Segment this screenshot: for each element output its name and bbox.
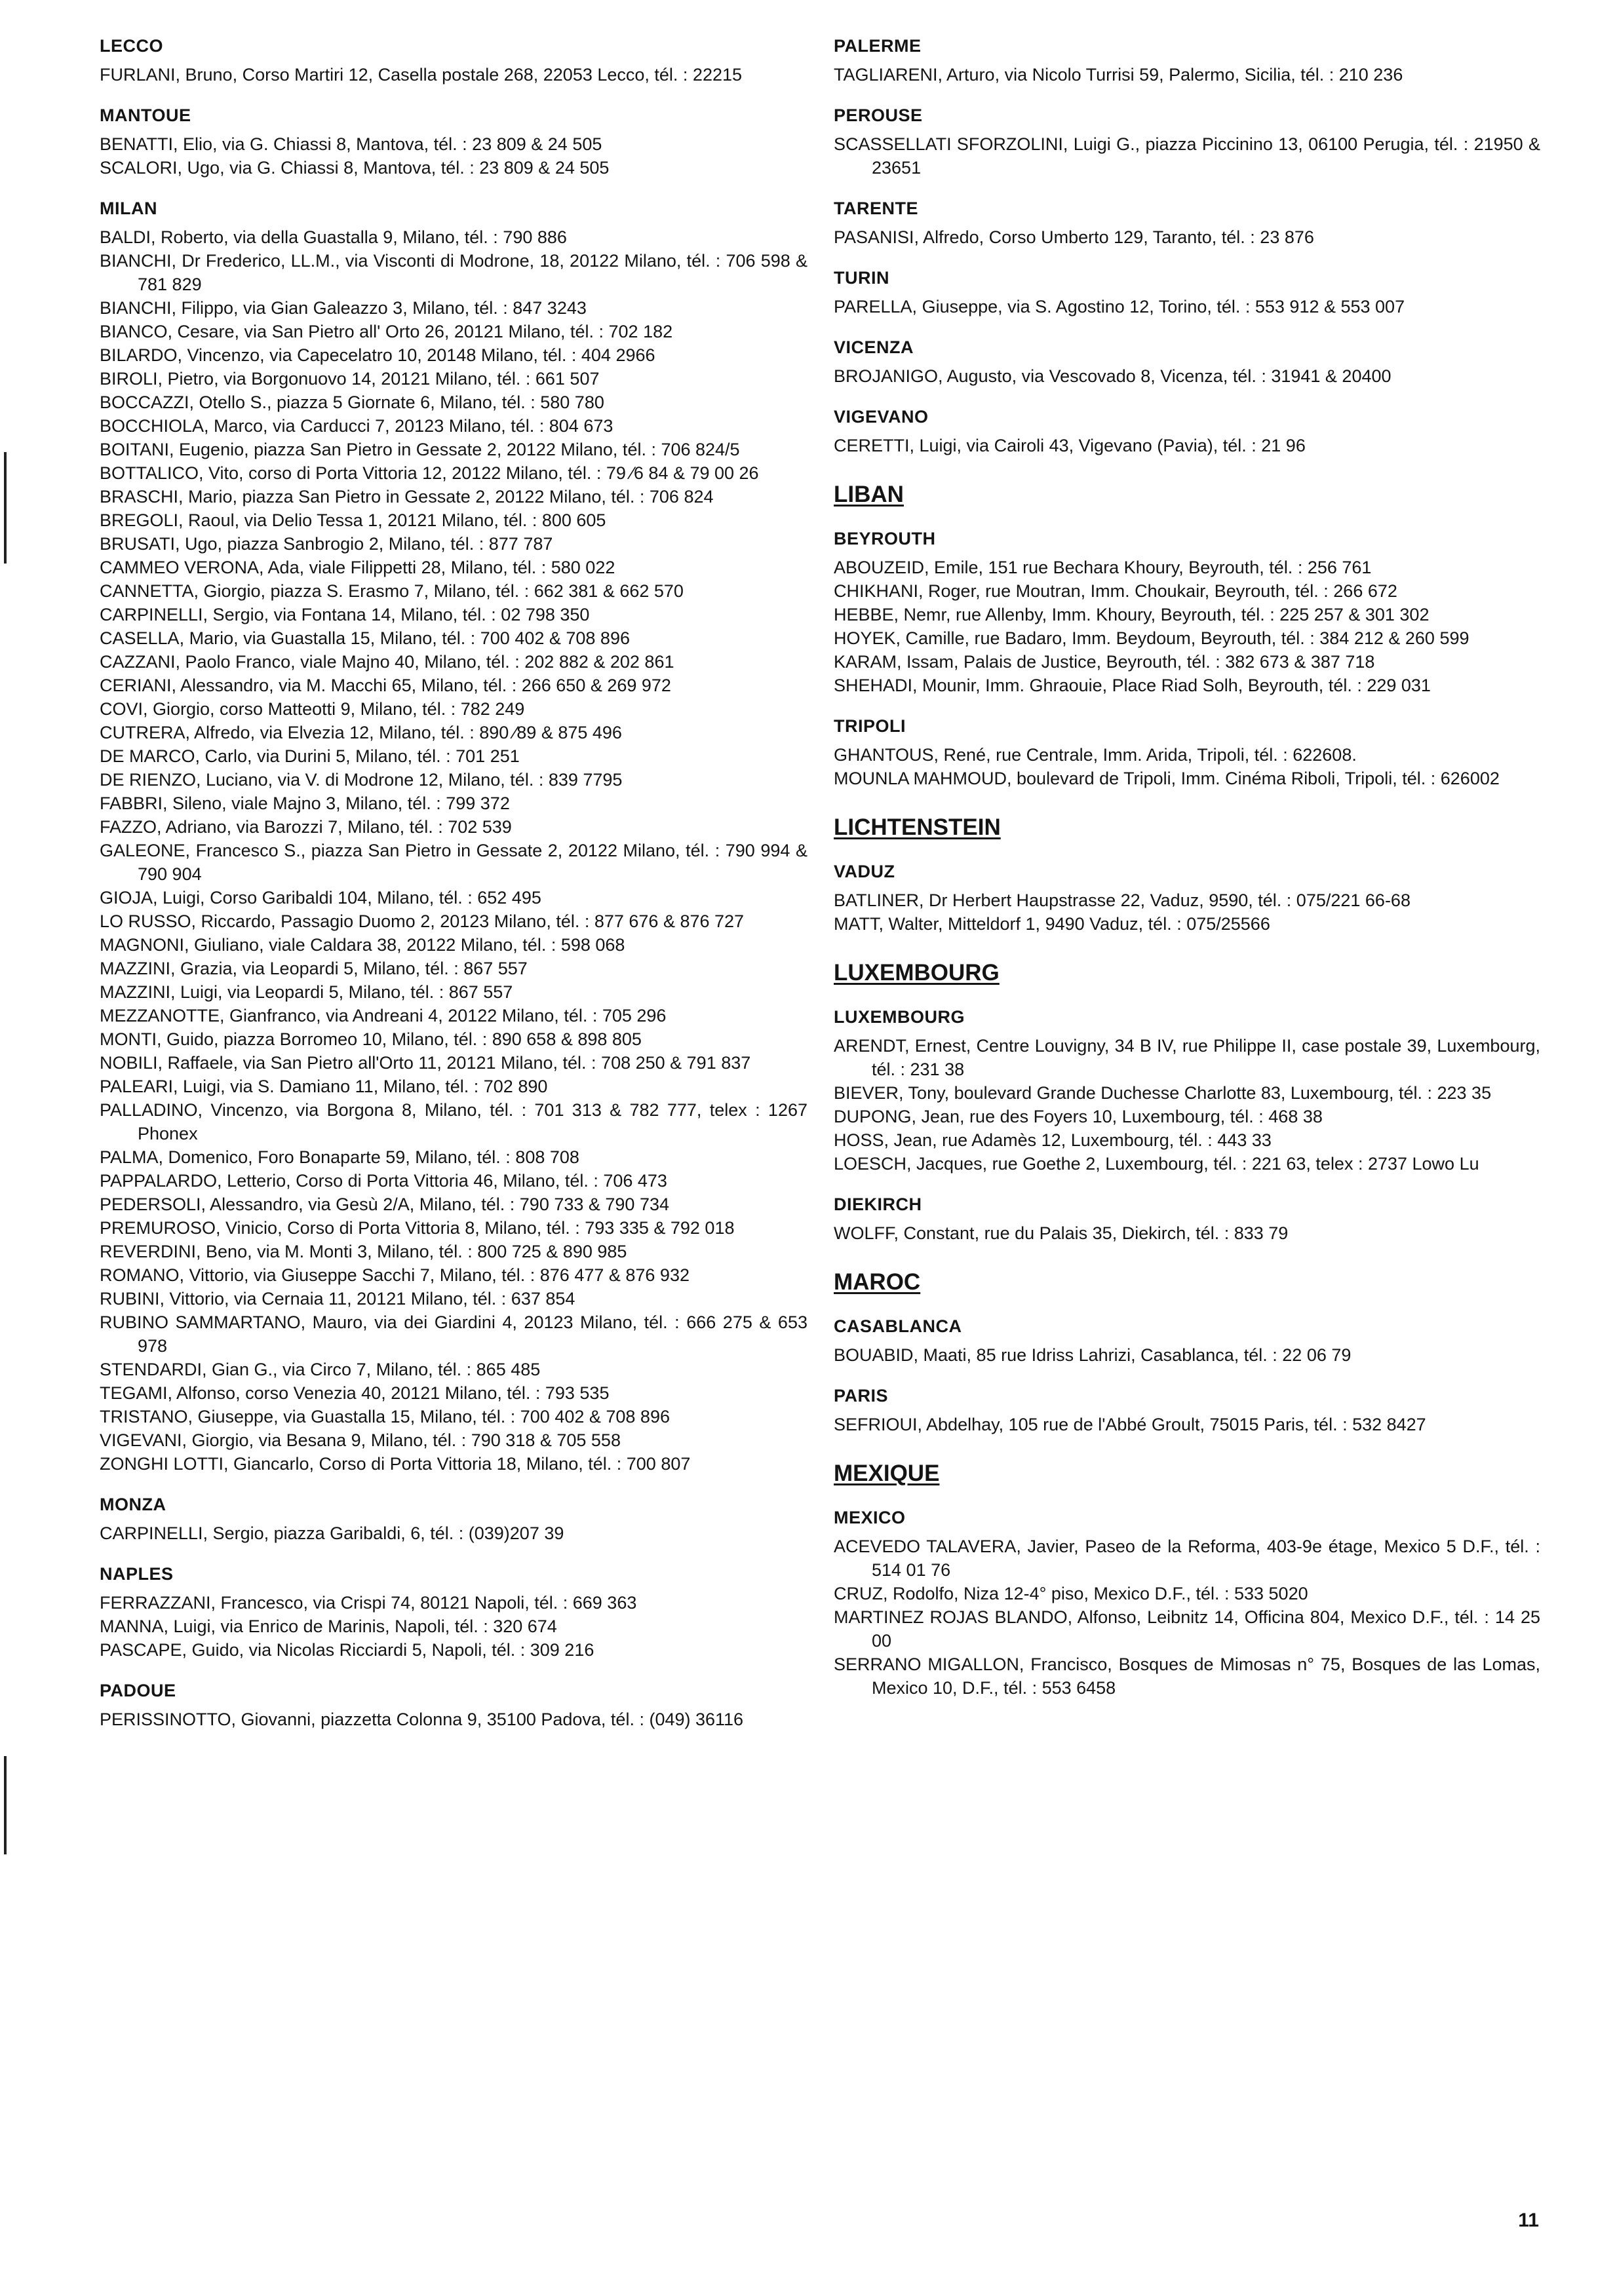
- city-section: [100, 1493, 808, 1545]
- city-heading: VIGEVANO: [834, 407, 929, 427]
- city-heading: MANTOUE: [100, 105, 191, 125]
- directory-entry: CASELLA, Mario, via Guastalla 15, Milano, tél. : 700 402 & 708 896: [100, 628, 630, 648]
- directory-entry: BIANCO, Cesare, via San Pietro all' Orto 26, 20121 Milano, tél. : 702 182: [100, 322, 673, 341]
- directory-entry: BIANCHI, Filippo, via Gian Galeazzo 3, Milano, tél. : 847 3243: [100, 298, 587, 318]
- directory-entry: MAGNONI, Giuliano, viale Caldara 38, 20122 Milano, tél. : 598 068: [100, 935, 625, 955]
- city-heading: VADUZ: [834, 862, 895, 881]
- directory-entry: FERRAZZANI, Francesco, via Crispi 74, 80121 Napoli, tél. : 669 363: [100, 1593, 637, 1613]
- directory-entry: SEFRIOUI, Abdelhay, 105 rue de l'Abbé Groult, 75015 Paris, tél. : 532 8427: [834, 1415, 1426, 1434]
- directory-entry: PASCAPE, Guido, via Nicolas Ricciardi 5, Napoli, tél. : 309 216: [100, 1640, 594, 1660]
- directory-entry: MANNA, Luigi, via Enrico de Marinis, Napoli, tél. : 320 674: [100, 1617, 557, 1636]
- directory-entry: SERRANO MIGALLON, Francisco, Bosques de Mimosas n° 75, Bosques de las Lomas, Mexico 10, D.F., tél. : 553 6458: [834, 1655, 1540, 1698]
- directory-entry: CERIANI, Alessandro, via M. Macchi 65, Milano, tél. : 266 650 & 269 972: [100, 676, 671, 695]
- city-section: [834, 335, 1540, 388]
- directory-entry: ACEVEDO TALAVERA, Javier, Paseo de la Reforma, 403-9e étage, Mexico 5 D.F., tél. : 514 01 76: [834, 1537, 1540, 1580]
- directory-entry: PARELLA, Giuseppe, via S. Agostino 12, Torino, tél. : 553 912 & 553 007: [834, 297, 1405, 316]
- directory-entry: GIOJA, Luigi, Corso Garibaldi 104, Milano, tél. : 652 495: [100, 888, 541, 908]
- city-heading: NAPLES: [100, 1564, 174, 1584]
- directory-entry: BOUABID, Maati, 85 rue Idriss Lahrizi, Casablanca, tél. : 22 06 79: [834, 1345, 1352, 1365]
- directory-entry: BOITANI, Eugenio, piazza San Pietro in Gessate 2, 20122 Milano, tél. : 706 824/5: [100, 440, 740, 459]
- directory-entry: MATT, Walter, Mitteldorf 1, 9490 Vaduz, tél. : 075/25566: [834, 914, 1270, 934]
- directory-entry: SCALORI, Ugo, via G. Chiassi 8, Mantova, tél. : 23 809 & 24 505: [100, 158, 610, 178]
- directory-entry: ARENDT, Ernest, Centre Louvigny, 34 B IV, rue Philippe II, case postale 39, Luxembourg, tél. : 231 38: [834, 1036, 1540, 1079]
- city-section: [834, 1506, 1540, 1700]
- city-section: [834, 527, 1540, 697]
- directory-column-right: [834, 34, 1540, 1700]
- city-heading: PEROUSE: [834, 105, 923, 125]
- directory-entry: BRASCHI, Mario, piazza San Pietro in Gessate 2, 20122 Milano, tél. : 706 824: [100, 487, 714, 507]
- city-heading: TURIN: [834, 268, 889, 288]
- city-section: [100, 104, 808, 180]
- directory-entry: PALMA, Domenico, Foro Bonaparte 59, Milano, tél. : 808 708: [100, 1147, 579, 1167]
- directory-entry: RUBINO SAMMARTANO, Mauro, via dei Giardini 4, 20123 Milano, tél. : 666 275 & 653 978: [100, 1312, 808, 1356]
- city-section: [834, 714, 1540, 790]
- directory-entry: CARPINELLI, Sergio, via Fontana 14, Milano, tél. : 02 798 350: [100, 605, 590, 624]
- directory-entry: TEGAMI, Alfonso, corso Venezia 40, 20121 Milano, tél. : 793 535: [100, 1383, 610, 1403]
- directory-entry: LOESCH, Jacques, rue Goethe 2, Luxembourg, tél. : 221 63, telex : 2737 Lowo Lu: [834, 1154, 1479, 1174]
- city-section: [100, 1679, 808, 1731]
- directory-entry: PASANISI, Alfredo, Corso Umberto 129, Taranto, tél. : 23 876: [834, 227, 1314, 247]
- directory-entry: ABOUZEID, Emile, 151 rue Bechara Khoury, Beyrouth, tél. : 256 761: [834, 558, 1372, 577]
- directory-entry: PALLADINO, Vincenzo, via Borgona 8, Milano, tél. : 701 313 & 782 777, telex : 1267 Phonex: [100, 1100, 808, 1143]
- directory-entry: PEDERSOLI, Alessandro, via Gesù 2/A, Milano, tél. : 790 733 & 790 734: [100, 1195, 669, 1214]
- margin-scan-mark: [4, 452, 7, 564]
- city-heading: TRIPOLI: [834, 716, 906, 736]
- directory-entry: BIROLI, Pietro, via Borgonuovo 14, 20121 Milano, tél. : 661 507: [100, 369, 600, 389]
- directory-entry: CHIKHANI, Roger, rue Moutran, Imm. Choukair, Beyrouth, tél. : 266 672: [834, 581, 1397, 601]
- directory-entry: HOYEK, Camille, rue Badaro, Imm. Beydoum, Beyrouth, tél. : 384 212 & 260 599: [834, 628, 1469, 648]
- directory-entry: DE MARCO, Carlo, via Durini 5, Milano, tél. : 701 251: [100, 746, 520, 766]
- directory-entry: PALEARI, Luigi, via S. Damiano 11, Milano, tél. : 702 890: [100, 1077, 548, 1096]
- directory-entry: BENATTI, Elio, via G. Chiassi 8, Mantova, tél. : 23 809 & 24 505: [100, 134, 602, 154]
- directory-entry: WOLFF, Constant, rue du Palais 35, Diekirch, tél. : 833 79: [834, 1223, 1289, 1243]
- directory-entry: CERETTI, Luigi, via Cairoli 43, Vigevano (Pavia), tél. : 21 96: [834, 436, 1306, 455]
- directory-entry: FABBRI, Sileno, viale Majno 3, Milano, tél. : 799 372: [100, 794, 510, 813]
- directory-entry: CAZZANI, Paolo Franco, viale Majno 40, Milano, tél. : 202 882 & 202 861: [100, 652, 674, 672]
- city-heading: MONZA: [100, 1495, 166, 1514]
- city-section: [834, 1384, 1540, 1436]
- country-heading: LIBAN: [834, 482, 904, 507]
- directory-entry: CUTRERA, Alfredo, via Elvezia 12, Milano, tél. : 890 ⁄89 & 875 496: [100, 723, 622, 742]
- directory-entry: TAGLIARENI, Arturo, via Nicolo Turrisi 59, Palermo, Sicilia, tél. : 210 236: [834, 65, 1403, 85]
- directory-entry: BREGOLI, Raoul, via Delio Tessa 1, 20121 Milano, tél. : 800 605: [100, 510, 606, 530]
- margin-scan-mark: [4, 1756, 7, 1854]
- city-section: [834, 104, 1540, 180]
- directory-entry: CARPINELLI, Sergio, piazza Garibaldi, 6, tél. : (039)207 39: [100, 1523, 564, 1543]
- directory-entry: MONTI, Guido, piazza Borromeo 10, Milano, tél. : 890 658 & 898 805: [100, 1029, 642, 1049]
- directory-entry: STENDARDI, Gian G., via Circo 7, Milano, tél. : 865 485: [100, 1360, 541, 1379]
- city-section: [834, 1005, 1540, 1176]
- directory-entry: TRISTANO, Giuseppe, via Guastalla 15, Milano, tél. : 700 402 & 708 896: [100, 1407, 670, 1426]
- directory-entry: SHEHADI, Mounir, Imm. Ghraouie, Place Riad Solh, Beyrouth, tél. : 229 031: [834, 676, 1431, 695]
- directory-entry: VIGEVANI, Giorgio, via Besana 9, Milano, tél. : 790 318 & 705 558: [100, 1430, 621, 1450]
- page-number: 11: [1518, 2210, 1539, 2231]
- directory-entry: BIEVER, Tony, boulevard Grande Duchesse Charlotte 83, Luxembourg, tél. : 223 35: [834, 1083, 1492, 1103]
- directory-entry: MARTINEZ ROJAS BLANDO, Alfonso, Leibnitz 14, Officina 804, Mexico D.F., tél. : 14 25 00: [834, 1607, 1540, 1651]
- city-section: [100, 34, 808, 86]
- directory-entry: FURLANI, Bruno, Corso Martiri 12, Casella postale 268, 22053 Lecco, tél. : 22215: [100, 65, 743, 85]
- country-heading: LUXEMBOURG: [834, 960, 1000, 985]
- directory-entry: BOCCHIOLA, Marco, via Carducci 7, 20123 Milano, tél. : 804 673: [100, 416, 613, 436]
- directory-entry: COVI, Giorgio, corso Matteotti 9, Milano, tél. : 782 249: [100, 699, 525, 719]
- directory-entry: BATLINER, Dr Herbert Haupstrasse 22, Vaduz, 9590, tél. : 075/221 66-68: [834, 890, 1411, 910]
- directory-entry: NOBILI, Raffaele, via San Pietro all'Orto 11, 20121 Milano, tél. : 708 250 & 791 837: [100, 1053, 751, 1073]
- directory-entry: BROJANIGO, Augusto, via Vescovado 8, Vicenza, tél. : 31941 & 20400: [834, 366, 1391, 386]
- directory-entry: RUBINI, Vittorio, via Cernaia 11, 20121 Milano, tél. : 637 854: [100, 1289, 575, 1309]
- directory-entry: FAZZO, Adriano, via Barozzi 7, Milano, tél. : 702 539: [100, 817, 512, 837]
- directory-column-left: [100, 34, 808, 1731]
- directory-entry: DUPONG, Jean, rue des Foyers 10, Luxembourg, tél. : 468 38: [834, 1107, 1323, 1126]
- directory-entry: CRUZ, Rodolfo, Niza 12-4° piso, Mexico D.F., tél. : 533 5020: [834, 1584, 1308, 1603]
- city-heading: LECCO: [100, 36, 163, 56]
- directory-entry: PAPPALARDO, Letterio, Corso di Porta Vittoria 46, Milano, tél. : 706 473: [100, 1171, 667, 1191]
- directory-entry: CANNETTA, Giorgio, piazza S. Erasmo 7, Milano, tél. : 662 381 & 662 570: [100, 581, 684, 601]
- city-heading: PALERME: [834, 36, 922, 56]
- directory-entry: PREMUROSO, Vinicio, Corso di Porta Vittoria 8, Milano, tél. : 793 335 & 792 018: [100, 1218, 735, 1238]
- directory-entry: ZONGHI LOTTI, Giancarlo, Corso di Porta Vittoria 18, Milano, tél. : 700 807: [100, 1454, 691, 1474]
- directory-entry: BIANCHI, Dr Frederico, LL.M., via Visconti di Modrone, 18, 20122 Milano, tél. : 706 598 & 781 829: [100, 251, 808, 294]
- city-section: [834, 405, 1540, 457]
- directory-entry: BOTTALICO, Vito, corso di Porta Vittoria 12, 20122 Milano, tél. : 79 ⁄6 84 & 79 00 26: [100, 463, 759, 483]
- city-section: [834, 34, 1540, 86]
- directory-entry: KARAM, Issam, Palais de Justice, Beyrouth, tél. : 382 673 & 387 718: [834, 652, 1375, 672]
- country-heading: LICHTENSTEIN: [834, 814, 1001, 840]
- directory-entry: GHANTOUS, René, rue Centrale, Imm. Arida, Tripoli, tél. : 622608.: [834, 745, 1357, 765]
- directory-entry: GALEONE, Francesco S., piazza San Pietro in Gessate 2, 20122 Milano, tél. : 790 994 & 790 904: [100, 841, 808, 884]
- country-heading: MAROC: [834, 1269, 921, 1295]
- directory-entry: MAZZINI, Luigi, via Leopardi 5, Milano, tél. : 867 557: [100, 982, 513, 1002]
- city-heading: DIEKIRCH: [834, 1195, 922, 1214]
- city-heading: PADOUE: [100, 1681, 176, 1700]
- city-section: [100, 1562, 808, 1662]
- directory-entry: BALDI, Roberto, via della Guastalla 9, Milano, tél. : 790 886: [100, 227, 567, 247]
- directory-entry: REVERDINI, Beno, via M. Monti 3, Milano, tél. : 800 725 & 890 985: [100, 1242, 627, 1261]
- city-heading: MILAN: [100, 199, 157, 218]
- city-heading: MEXICO: [834, 1508, 906, 1527]
- city-section: [834, 197, 1540, 249]
- directory-entry: MAZZINI, Grazia, via Leopardi 5, Milano, tél. : 867 557: [100, 959, 528, 978]
- directory-entry: BOCCAZZI, Otello S., piazza 5 Giornate 6, Milano, tél. : 580 780: [100, 392, 604, 412]
- directory-entry: BILARDO, Vincenzo, via Capecelatro 10, 20148 Milano, tél. : 404 2966: [100, 345, 655, 365]
- city-heading: LUXEMBOURG: [834, 1007, 965, 1027]
- city-section: [834, 1314, 1540, 1367]
- directory-entry: HEBBE, Nemr, rue Allenby, Imm. Khoury, Beyrouth, tél. : 225 257 & 301 302: [834, 605, 1430, 624]
- city-heading: PARIS: [834, 1386, 889, 1406]
- city-heading: CASABLANCA: [834, 1316, 962, 1336]
- directory-entry: LO RUSSO, Riccardo, Passagio Duomo 2, 20123 Milano, tél. : 877 676 & 876 727: [100, 911, 745, 931]
- city-section: [834, 1193, 1540, 1245]
- city-section: [834, 266, 1540, 318]
- directory-entry: PERISSINOTTO, Giovanni, piazzetta Colonna 9, 35100 Padova, tél. : (049) 36116: [100, 1710, 744, 1729]
- directory-entry: CAMMEO VERONA, Ada, viale Filippetti 28, Milano, tél. : 580 022: [100, 558, 615, 577]
- directory-entry: MEZZANOTTE, Gianfranco, via Andreani 4, 20122 Milano, tél. : 705 296: [100, 1006, 667, 1025]
- directory-entry: MOUNLA MAHMOUD, boulevard de Tripoli, Imm. Cinéma Riboli, Tripoli, tél. : 626002: [834, 769, 1500, 788]
- directory-entry: SCASSELLATI SFORZOLINI, Luigi G., piazza Piccinino 13, 06100 Perugia, tél. : 21950 & 23651: [834, 134, 1540, 178]
- city-heading: BEYROUTH: [834, 529, 936, 548]
- city-heading: VICENZA: [834, 337, 914, 357]
- country-heading: MEXIQUE: [834, 1461, 940, 1486]
- city-section: [834, 860, 1540, 936]
- directory-entry: BRUSATI, Ugo, piazza Sanbrogio 2, Milano, tél. : 877 787: [100, 534, 553, 554]
- city-heading: TARENTE: [834, 199, 918, 218]
- directory-entry: ROMANO, Vittorio, via Giuseppe Sacchi 7, Milano, tél. : 876 477 & 876 932: [100, 1265, 690, 1285]
- directory-entry: HOSS, Jean, rue Adamès 12, Luxembourg, tél. : 443 33: [834, 1130, 1272, 1150]
- directory-entry: DE RIENZO, Luciano, via V. di Modrone 12, Milano, tél. : 839 7795: [100, 770, 623, 790]
- city-section: [100, 197, 808, 1476]
